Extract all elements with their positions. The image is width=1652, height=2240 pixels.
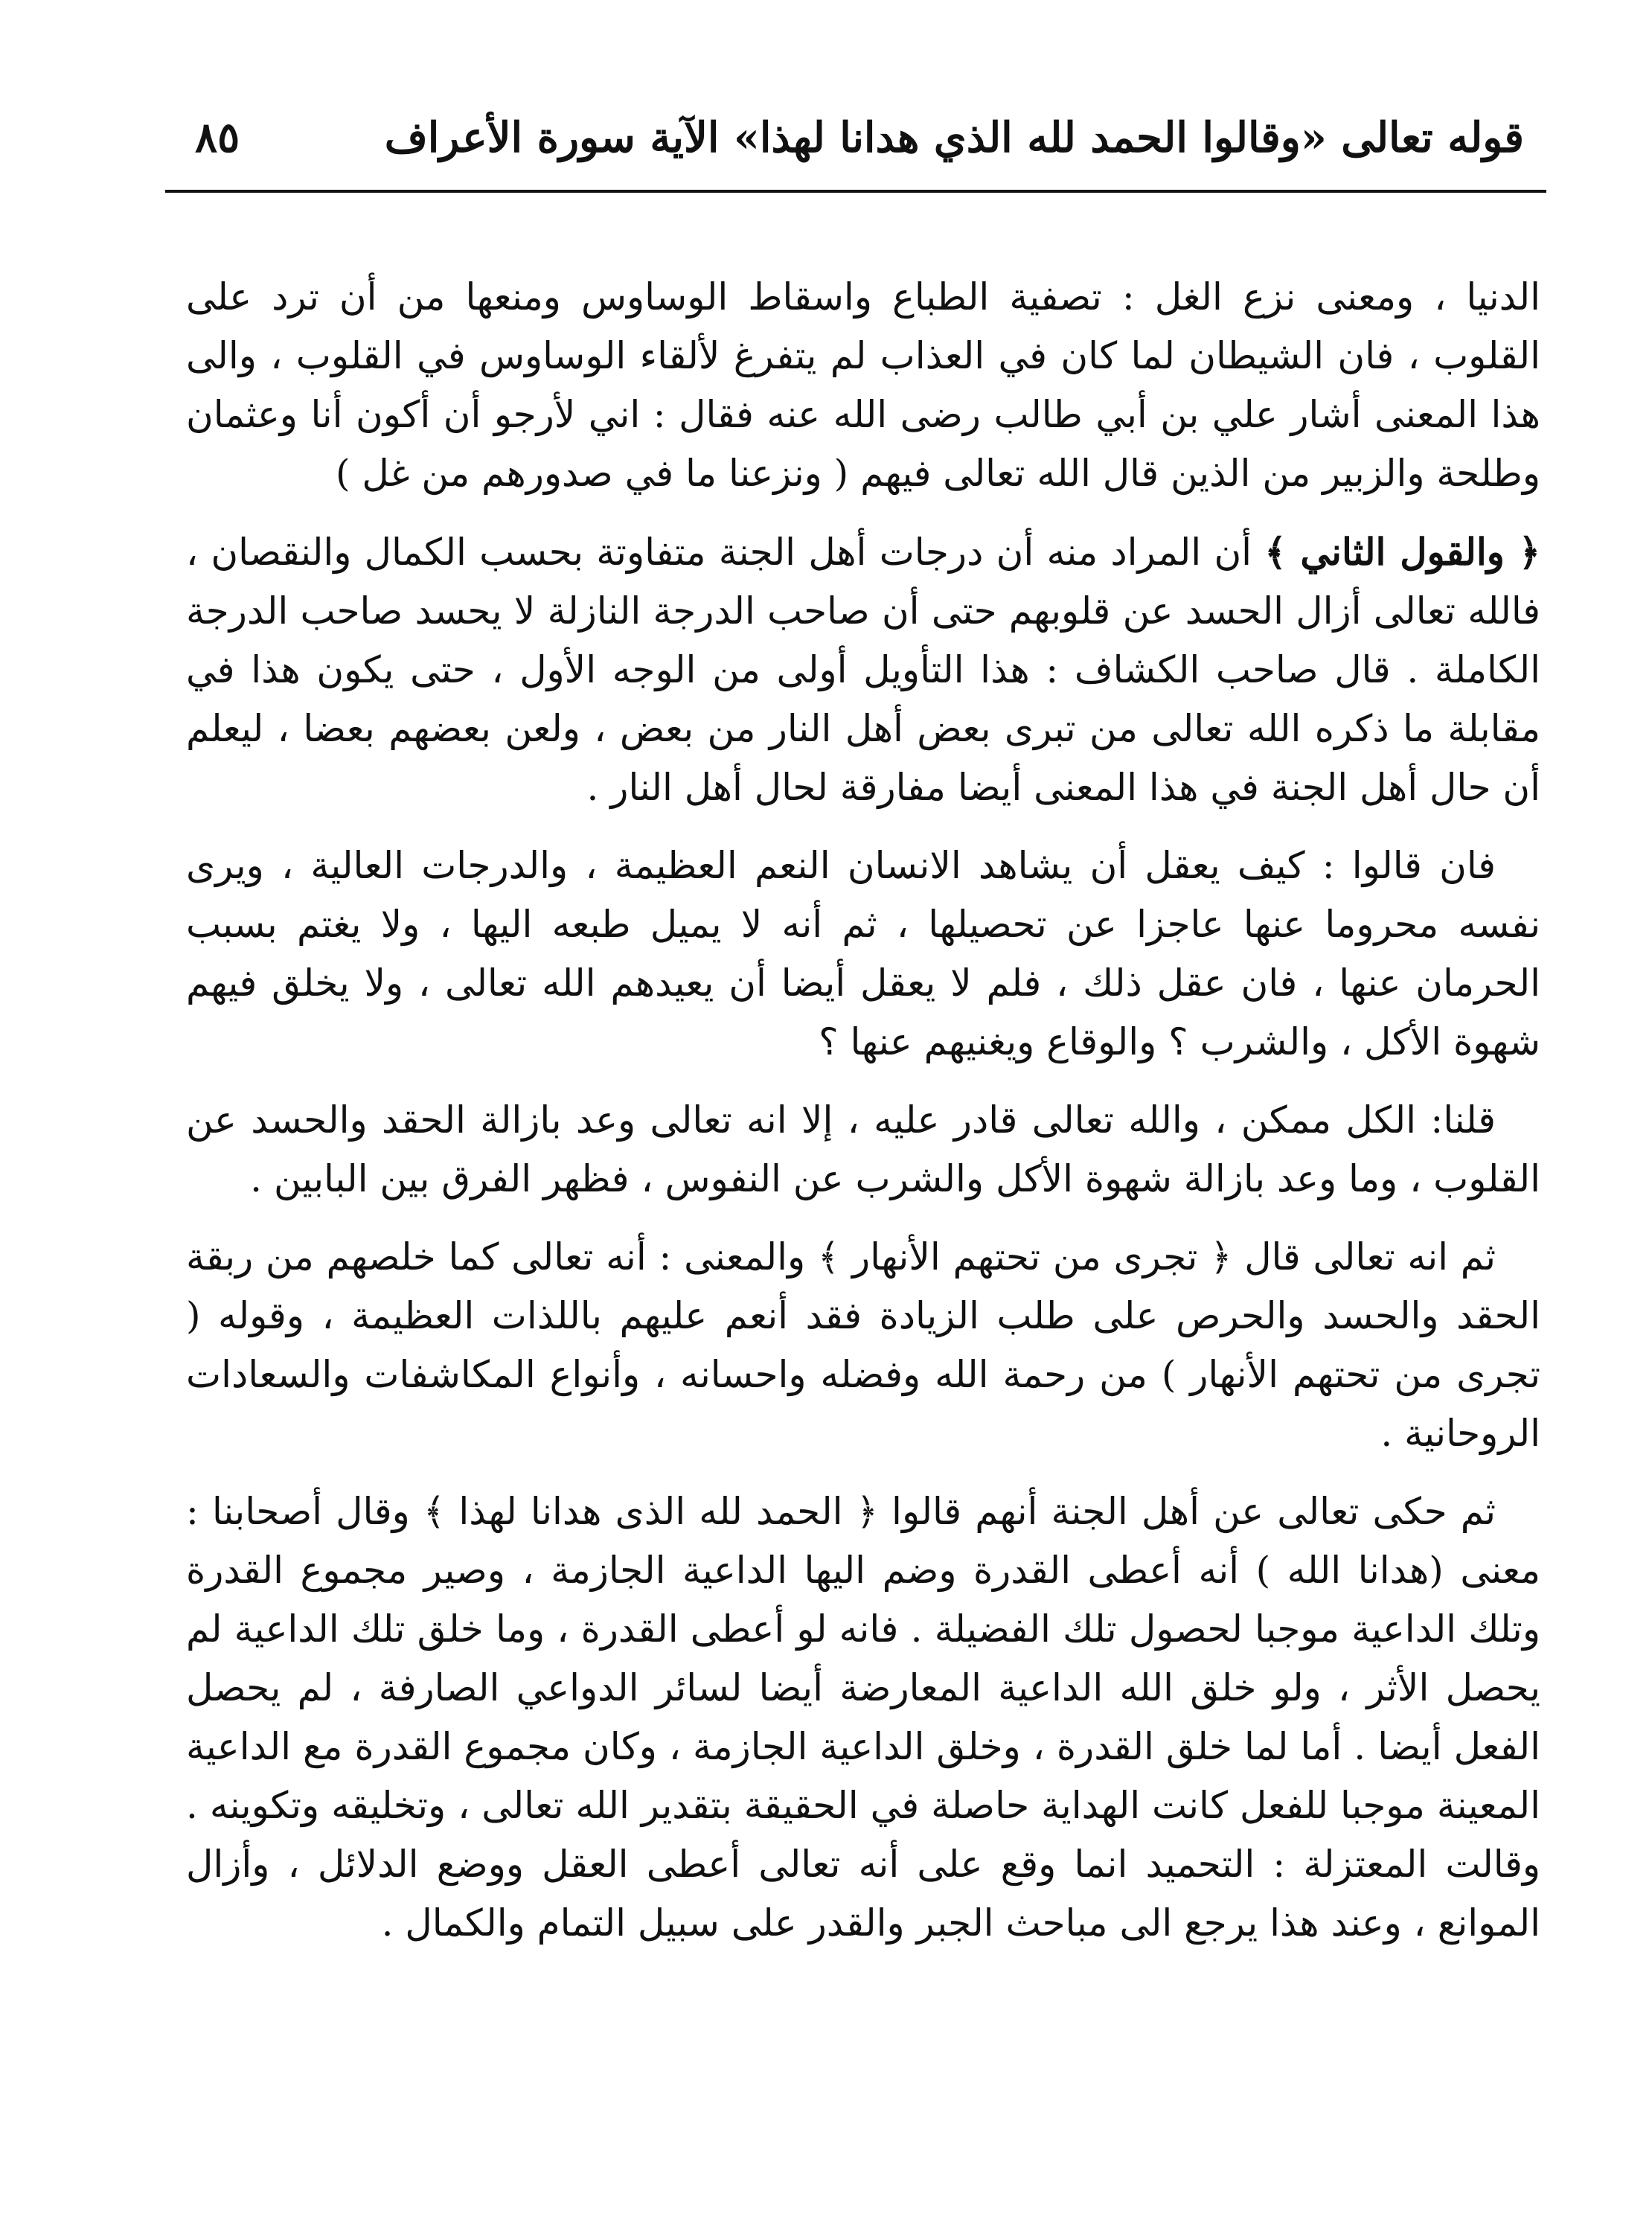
paragraph-4-text: قلنا: الكل ممكن ، والله تعالى قادر عليه ، إلا انه تعالى وعد بازالة الحقد والحسد عن القلوب ، وما وعد بازالة شهوة الأكل والشرب عن النفوس ، فظهر الفرق بين البابين . <box>186 1098 1540 1200</box>
paragraph-6-text: ثم حكى تعالى عن أهل الجنة أنهم قالوا ﴿ الحمد لله الذى هدانا لهذا ﴾ وقال أصحابنا : معنى (هدانا الله ) أنه أعطى القدرة وضم اليها الداعية الجازمة ، وصير مجموع القدرة وتلك الداعية موجبا لحصول تلك الفضيلة . فانه لو أعطى القدرة ، وما خلق تلك الداعية لم يحصل الأثر ، ولو خلق الله الداعية المعارضة أيضا لسائر الدواعي الصارفة ، لم يحصل الفعل أيضا . أما لما خلق القدرة ، وخلق الداعية الجازمة ، وكان مجموع القدرة مع الداعية المعينة موجبا للفعل كانت الهداية حاصلة في الحقيقة بتقدير الله تعالى ، وتخليقه وتكوينه . وقالت المعتزلة : التحميد انما وقع على أنه تعالى أعطى العقل ووضع الدلائل ، وأزال الموانع ، وعند هذا يرجع الى مباحث الجبر والقدر على سبيل التمام والكمال . <box>186 1490 1540 1945</box>
paragraph-2-heading: ﴿ والقول الثاني ﴾ <box>1264 530 1540 574</box>
paragraph-4 <box>186 1091 1540 1209</box>
paragraph-2 <box>186 522 1540 817</box>
paragraph-1-text: الدنيا ، ومعنى نزع الغل : تصفية الطباع واسقاط الوساوس ومنعها من أن ترد على القلوب ، فان الشيطان لما كان في العذاب لم يتفرغ لألقاء الوساوس في القلوب ، والى هذا المعنى أشار علي بن أبي طالب رضى الله عنه فقال : اني لأرجو أن أكون أنا وعثمان وطلحة والزبير من الذين قال الله تعالى فيهم ( ونزعنا ما في صدورهم من غل ) <box>186 275 1540 495</box>
page-number: ٨٥ <box>195 113 240 162</box>
paragraph-3-text: فان قالوا : كيف يعقل أن يشاهد الانسان النعم العظيمة ، والدرجات العالية ، ويرى نفسه محروما عنها عاجزا عن تحصيلها ، ثم أنه لا يميل طبعه اليها ، ولا يغتم بسبب الحرمان عنها ، فان عقل ذلك ، فلم لا يعقل أيضا أن يعيدهم الله تعالى ، ولا يخلق فيهم شهوة الأكل ، والشرب ؟ والوقاع ويغنيهم عنها ؟ <box>186 844 1540 1063</box>
page-header <box>165 104 1546 186</box>
header-divider <box>165 190 1546 193</box>
running-title: قوله تعالى «وقالوا الحمد لله الذي هدانا لهذا» الآية سورة الأعراف <box>384 113 1524 162</box>
paragraph-1 <box>186 268 1540 503</box>
paragraph-5-text: ثم انه تعالى قال ﴿ تجرى من تحتهم الأنهار ﴾ والمعنى : أنه تعالى كما خلصهم من ربقة الحقد والحسد والحرص على طلب الزيادة فقد أنعم عليهم باللذات العظيمة ، وقوله ( تجرى من تحتهم الأنهار ) من رحمة الله وفضله واحسانه ، وأنواع المكاشفات والسعادات الروحانية . <box>186 1235 1540 1455</box>
paragraph-3 <box>186 836 1540 1072</box>
paragraph-6 <box>186 1482 1540 1953</box>
paragraph-5 <box>186 1228 1540 1463</box>
paragraph-2-text: أن المراد منه أن درجات أهل الجنة متفاوتة بحسب الكمال والنقصان ، فالله تعالى أزال الحسد عن قلوبهم حتى أن صاحب الدرجة النازلة لا يحسد صاحب الدرجة الكاملة . قال صاحب الكشاف : هذا التأويل أولى من الوجه الأول ، حتى يكون هذا في مقابلة ما ذكره الله تعالى من تبرى بعض أهل النار من بعض ، ولعن بعضهم بعضا ، ليعلم أن حال أهل الجنة في هذا المعنى أيضا مفارقة لحال أهل النار . <box>186 531 1540 809</box>
page-body <box>186 268 1540 1972</box>
